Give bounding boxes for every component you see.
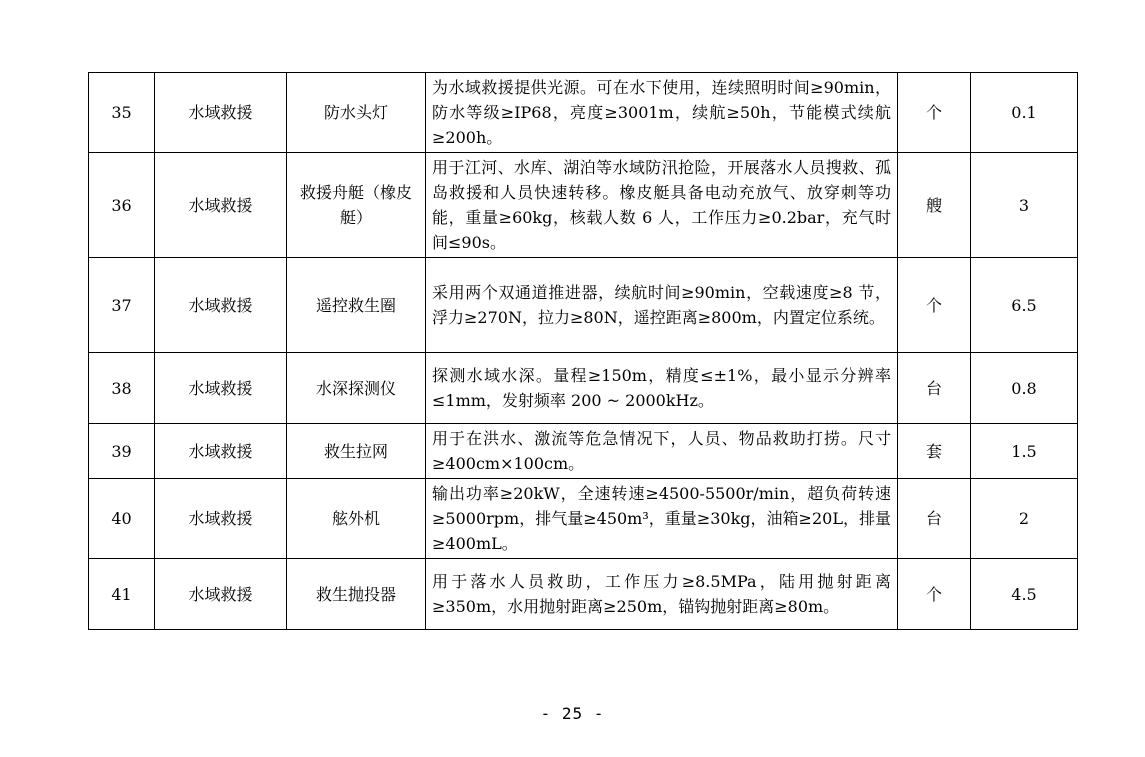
row-category: 水域救援 [155,353,287,424]
row-equipment-name: 救生拉网 [287,424,426,479]
row-number: 38 [89,353,155,424]
row-specification: 用于江河、水库、湖泊等水域防汛抢险，开展落水人员搜救、孤岛救援和人员快速转移。橡皮艇具备电动充放气、放穿刺等功能，重量≥60kg，核载人数 6 人，工作压力≥0.2bar，充气时间≤90s。 [426,153,898,258]
row-price: 3 [971,153,1078,258]
row-category: 水域救援 [155,153,287,258]
row-price: 1.5 [971,424,1078,479]
table-row [89,153,1078,258]
row-specification: 用于在洪水、激流等危急情况下，人员、物品救助打捞。尺寸≥400cm×100cm。 [426,424,898,479]
row-unit: 台 [898,353,971,424]
table-row [89,559,1078,630]
row-equipment-name: 救生抛投器 [287,559,426,630]
row-number: 40 [89,479,155,559]
row-number: 41 [89,559,155,630]
row-number: 35 [89,73,155,153]
row-specification: 为水域救援提供光源。可在水下使用，连续照明时间≥90min，防水等级≥IP68，亮度≥3001m，续航≥50h，节能模式续航≥200h。 [426,73,898,153]
row-price: 6.5 [971,258,1078,353]
row-specification: 用于落水人员救助，工作压力≥8.5MPa，陆用抛射距离≥350m，水用抛射距离≥250m，锚钩抛射距离≥80m。 [426,559,898,630]
row-category: 水域救援 [155,258,287,353]
table-row [89,73,1078,153]
row-equipment-name: 遥控救生圈 [287,258,426,353]
table-row [89,479,1078,559]
row-equipment-name: 舷外机 [287,479,426,559]
equipment-table [88,72,1078,630]
row-number: 36 [89,153,155,258]
row-category: 水域救援 [155,73,287,153]
row-unit: 艘 [898,153,971,258]
table-row [89,424,1078,479]
row-specification: 输出功率≥20kW，全速转速≥4500-5500r/min，超负荷转速≥5000rpm，排气量≥450m³，重量≥30kg，油箱≥20L，排量≥400mL。 [426,479,898,559]
row-price: 4.5 [971,559,1078,630]
row-unit: 个 [898,559,971,630]
row-price: 0.1 [971,73,1078,153]
table-row [89,353,1078,424]
row-unit: 个 [898,73,971,153]
row-number: 37 [89,258,155,353]
row-number: 39 [89,424,155,479]
row-unit: 个 [898,258,971,353]
row-specification: 采用两个双通道推进器，续航时间≥90min，空载速度≥8 节，浮力≥270N，拉力≥80N，遥控距离≥800m，内置定位系统。 [426,258,898,353]
row-equipment-name: 救援舟艇（橡皮艇） [287,153,426,258]
row-specification: 探测水域水深。量程≥150m，精度≤±1%，最小显示分辨率≤1mm，发射频率 200 ~ 2000kHz。 [426,353,898,424]
row-equipment-name: 防水头灯 [287,73,426,153]
row-category: 水域救援 [155,559,287,630]
row-unit: 台 [898,479,971,559]
row-equipment-name: 水深探测仪 [287,353,426,424]
page-number: - 25 - [540,704,605,723]
row-category: 水域救援 [155,479,287,559]
row-unit: 套 [898,424,971,479]
row-category: 水域救援 [155,424,287,479]
row-price: 2 [971,479,1078,559]
row-price: 0.8 [971,353,1078,424]
table-row [89,258,1078,353]
